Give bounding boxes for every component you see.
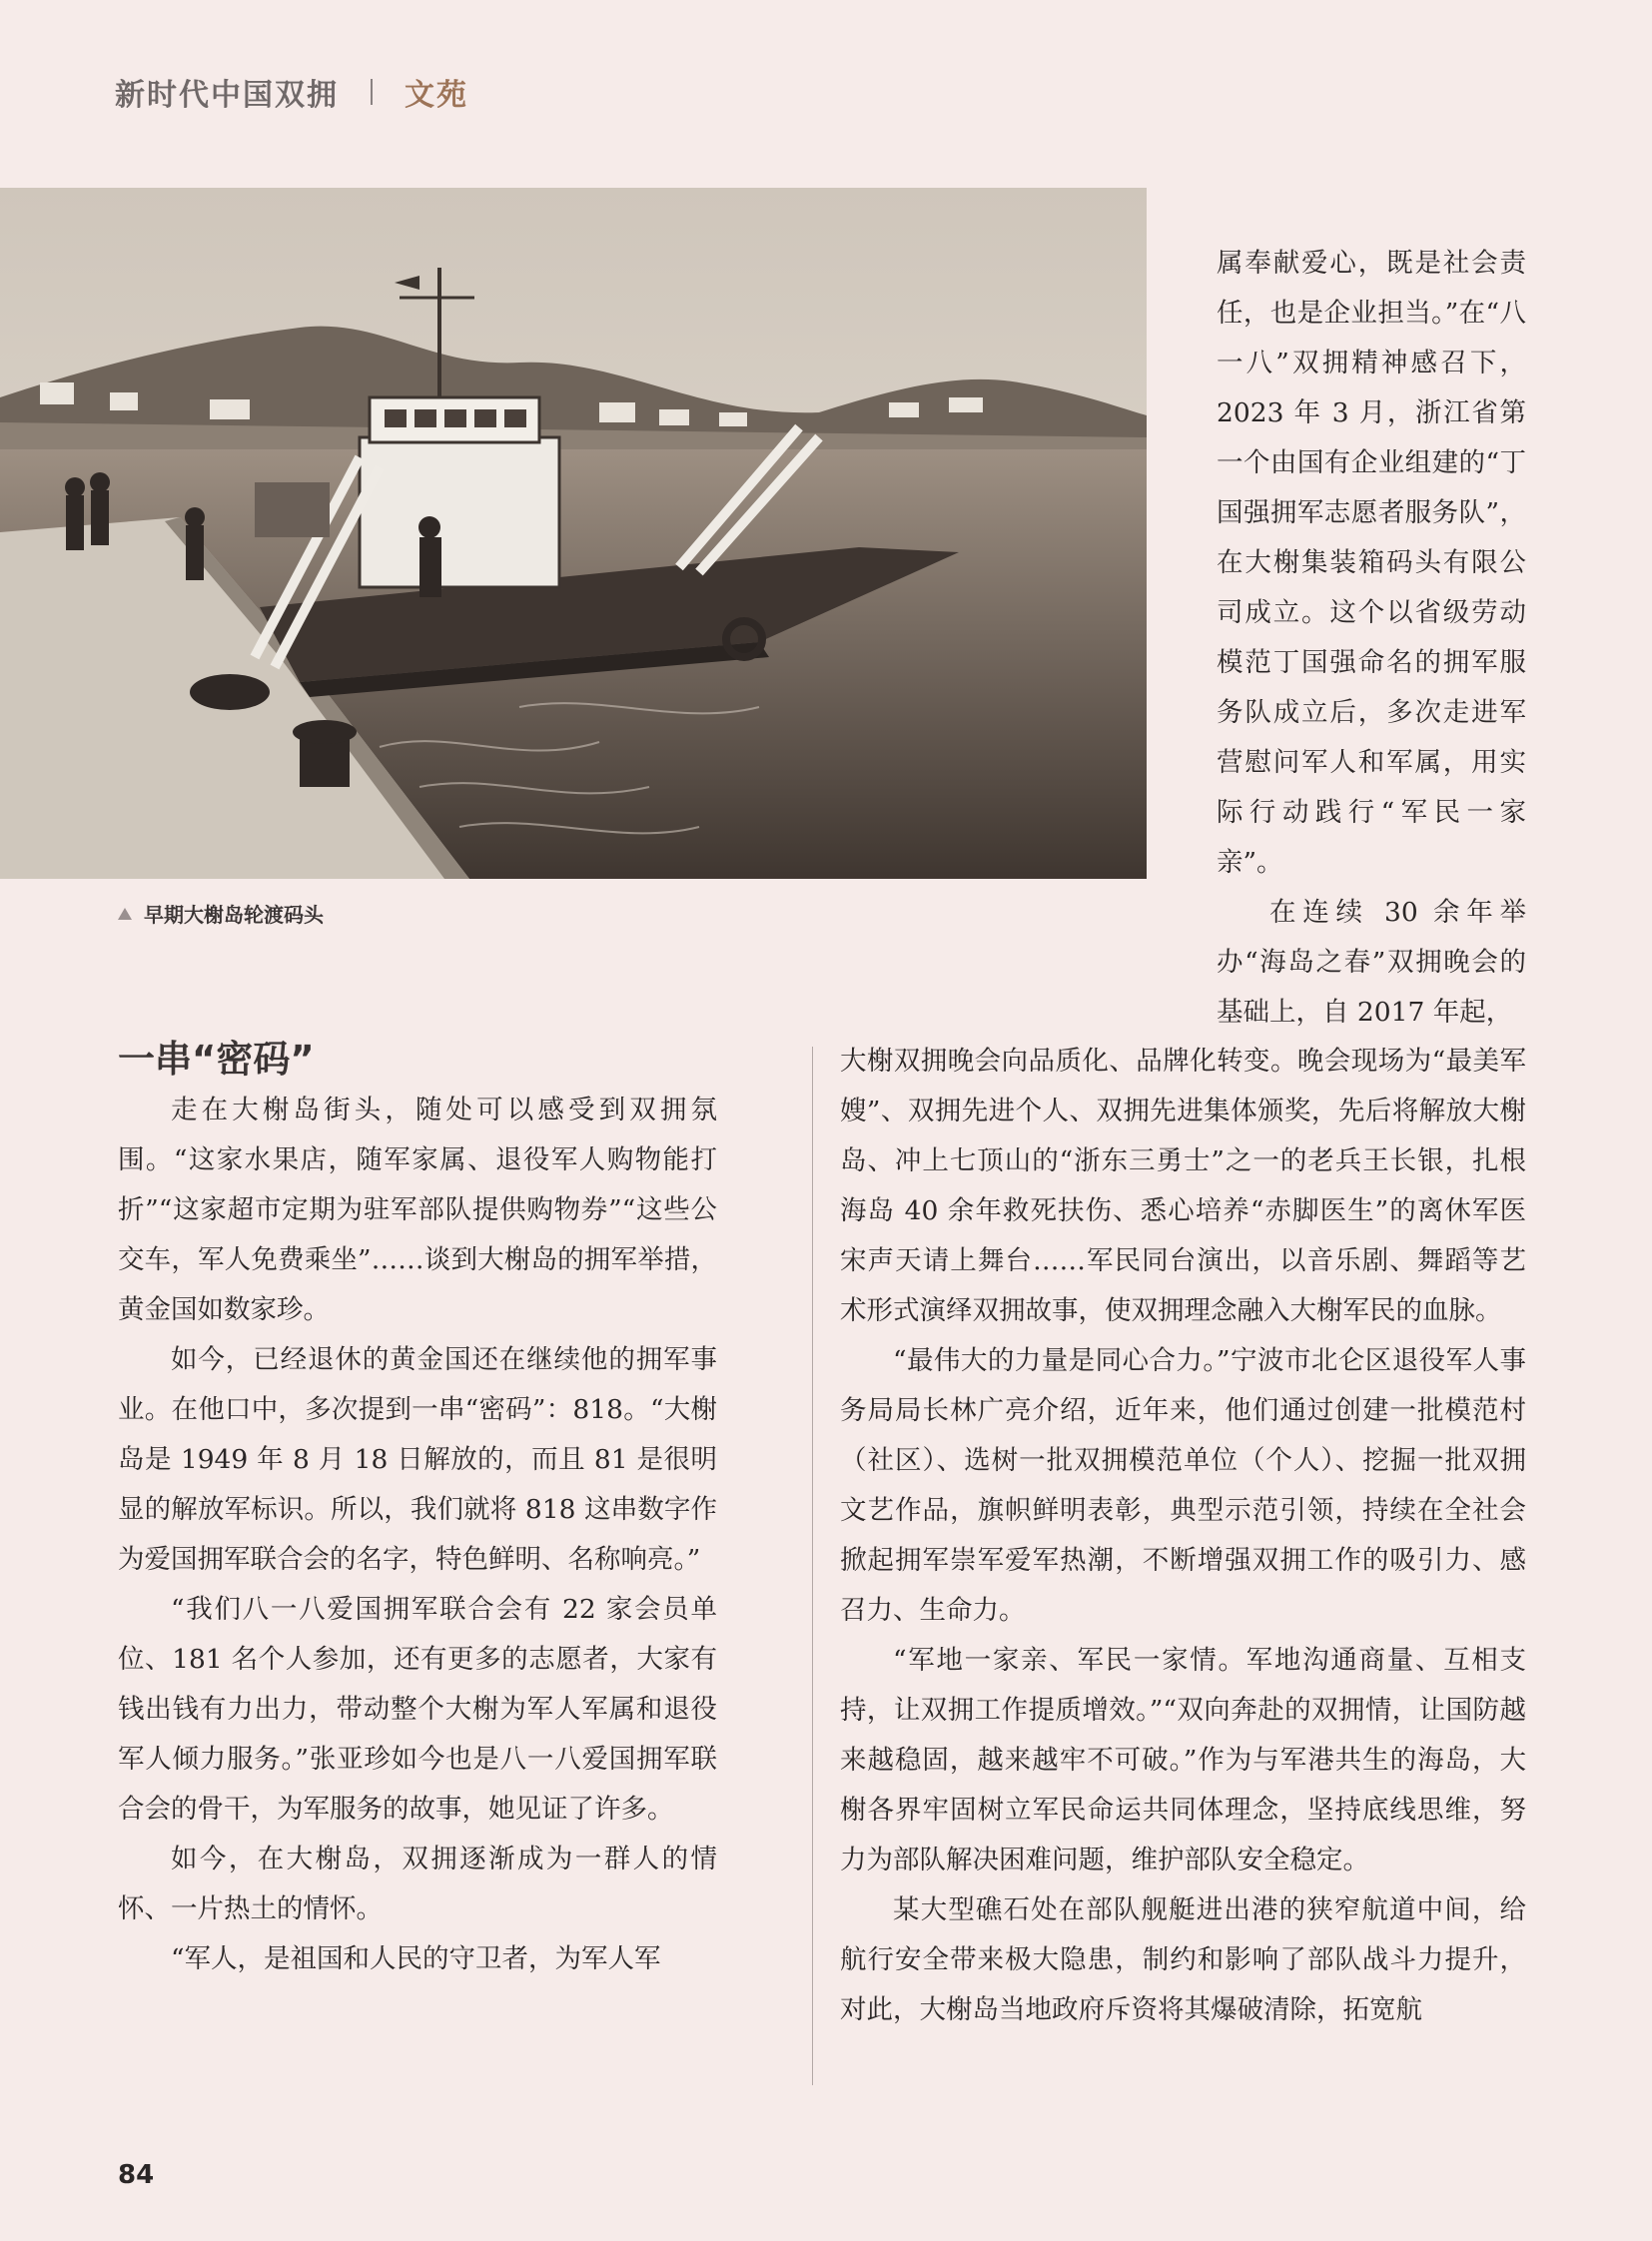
photo-caption — [118, 899, 324, 928]
paragraph: “我们八一八爱国拥军联合会有 22 家会员单位、181 名个人参加，还有更多的志愿者，大家有钱出钱有力出力，带动整个大榭为军人军属和退役军人倾力服务。”张亚珍如今也是八一八爱国拥军联合会的骨干，为军服务的故事，她见证了许多。 — [118, 1594, 717, 1825]
paragraph: “最伟大的力量是同心合力。”宁波市北仑区退役军人事务局局长林广亮介绍，近年来，他们通过创建一批模范村（社区）、选树一批双拥模范单位（个人）、挖掘一批双拥文艺作品，旗帜鲜明表彰，典型示范引领，持续在全社会掀起拥军崇军爱军热潮，不断增强双拥工作的吸引力、感召力、生命力。 — [840, 1345, 1526, 1626]
column-divider — [812, 1047, 813, 2085]
paragraph: “军人，是祖国和人民的守卫者，为军人军 — [171, 1943, 661, 1974]
paragraph: 如今，在大榭岛，双拥逐渐成为一群人的情怀、一片热土的情怀。 — [118, 1844, 717, 1924]
paragraph: 属奉献爱心，既是社会责任，也是企业担当。”在“八一八”双拥精神感召下，2023 年 3 月，浙江省第一个由国有企业组建的“丁国强拥军志愿者服务队”，在大榭集装箱码头有限公司成立。这个以省级劳动模范丁国强命名的拥军服务队成立后，多次走进军营慰问军人和军属，用实际行动践行“军民一家亲”。 — [1217, 248, 1526, 878]
caption-triangle-icon — [118, 908, 132, 920]
magazine-title: 新时代中国双拥 — [115, 78, 339, 113]
paragraph: “军地一家亲、军民一家情。军地沟通商量、互相支持，让双拥工作提质增效。”“双向奔赴的双拥情，让国防越来越稳固，越来越牢不可破。”作为与军港共生的海岛，大榭各界牢固树立军民命运共同体理念，坚持底线思维，努力为部队解决困难问题，维护部队安全稳定。 — [840, 1645, 1526, 1875]
page-number: 84 — [118, 2160, 155, 2190]
left-column — [118, 1086, 717, 1984]
paragraph: 在连续 30 余年举办“海岛之春”双拥晚会的基础上，自 2017 年起， — [1217, 897, 1526, 1028]
paragraph: 大榭双拥晚会向品质化、品牌化转变。晚会现场为“最美军嫂”、双拥先进个人、双拥先进集体颁奖，先后将解放大榭岛、冲上七顶山的“浙东三勇士”之一的老兵王长银，扎根海岛 40 余年救死扶伤、悉心培养“赤脚医生”的离休军医宋声天请上舞台……军民同台演出，以音乐剧、舞蹈等艺术形式演绎双拥故事，使双拥理念融入大榭军民的血脉。 — [840, 1046, 1526, 1326]
right-column — [840, 1037, 1526, 2035]
caption-text: 早期大榭岛轮渡码头 — [144, 903, 324, 927]
section-heading: 一串“密码” — [118, 1038, 315, 1081]
running-header — [115, 70, 468, 114]
paragraph: 走在大榭岛街头，随处可以感受到双拥氛围。“这家水果店，随军家属、退役军人购物能打折”“这家超市定期为驻军部队提供购物券”“这些公交车，军人免费乘坐”……谈到大榭岛的拥军举措，黄金国如数家珍。 — [118, 1095, 717, 1325]
paragraph: 如今，已经退休的黄金国还在继续他的拥军事业。在他口中，多次提到一串“密码”：818。“大榭岛是 1949 年 8 月 18 日解放的，而且 81 是很明显的解放军标识。所以，我们就将 818 这串数字作为爱国拥军联合会的名字，特色鲜明、名称响亮。” — [118, 1344, 717, 1575]
ferry-dock-photo — [0, 188, 1147, 879]
top-right-column — [1217, 239, 1526, 1038]
paragraph: 某大型礁石处在部队舰艇进出港的狭窄航道中间，给航行安全带来极大隐患，制约和影响了部队战斗力提升，对此，大榭岛当地政府斥资将其爆破清除，拓宽航 — [840, 1894, 1526, 2025]
header-divider — [371, 79, 373, 105]
section-title: 文苑 — [405, 78, 468, 113]
